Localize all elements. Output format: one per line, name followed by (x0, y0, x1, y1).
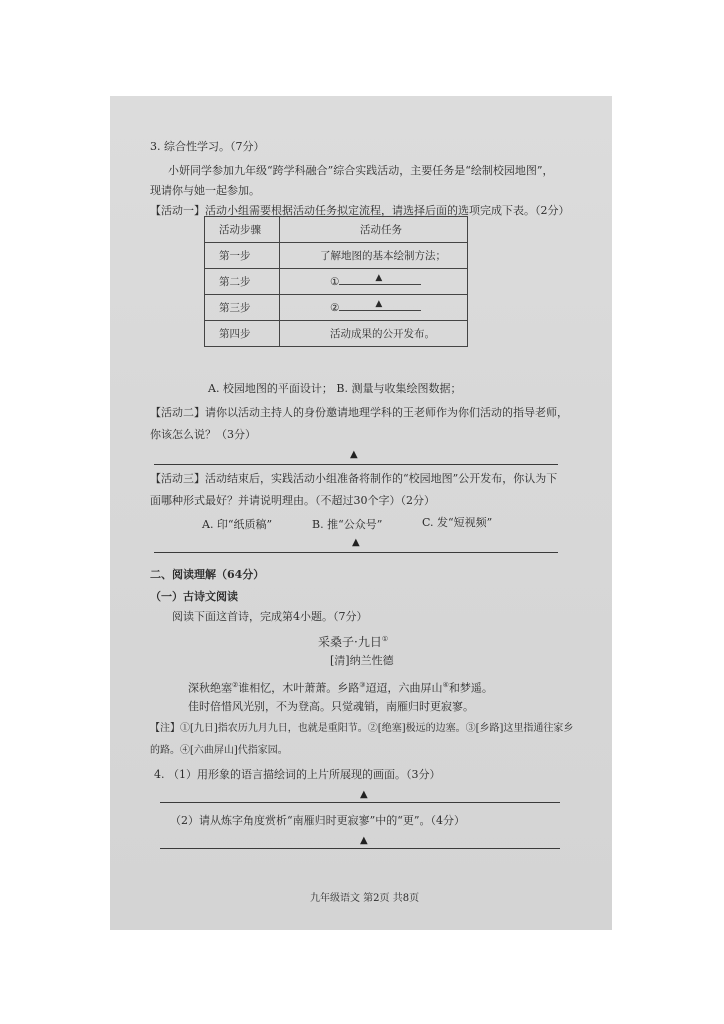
table-cell-task: 了解地图的基本绘制方法； (280, 243, 468, 269)
activity-1-instruction: 【活动一】活动小组需要根据活动任务拟定流程，请选择后面的选项完成下表。（2分） (150, 204, 570, 217)
answer-line-activity-2[interactable] (154, 464, 558, 465)
question-3-intro-line1: 小妍同学参加九年级“跨学科融合”综合实践活动，主要任务是“绘制校园地图”， (168, 164, 554, 177)
poem-title-text: 采桑子·九日 (318, 635, 382, 649)
table-cell-step: 第二步 (205, 269, 280, 295)
poem-line-1 (188, 678, 493, 696)
table-cell-step: 第四步 (205, 321, 280, 347)
table-row (205, 295, 468, 321)
table-cell-blank-2[interactable] (280, 295, 468, 321)
activity-3-option-a: A. 印“纸质稿” (202, 518, 273, 531)
poem-title-note: ① (381, 635, 389, 643)
poem-instruction: 阅读下面这首诗，完成第4小题。（7分） (172, 610, 368, 623)
poem-notes-line2: 的路。④[六曲屏山]代指家园。 (150, 745, 288, 756)
activity-3-line1: 【活动三】活动结束后，实践活动小组准备将制作的“校园地图”公开发布，你认为下 (150, 472, 558, 485)
answer-line-activity-3[interactable] (154, 552, 558, 553)
poem-line-1-part-c: 迢迢，六曲屏山 (365, 681, 443, 695)
page-footer: 九年级语文 第2页 共8页 (310, 893, 420, 904)
answer-line-q4-1[interactable] (160, 802, 560, 803)
answer-blank-2[interactable] (339, 301, 421, 311)
table-row (205, 243, 468, 269)
answer-mark: ▲ (350, 449, 358, 460)
poem-line-1-part-a: 深秋绝塞 (188, 681, 232, 695)
activity-2-line1: 【活动二】请你以活动主持人的身份邀请地理学科的王老师作为你们活动的指导老师， (150, 406, 568, 419)
table-cell-step: 第三步 (205, 295, 280, 321)
answer-mark: ▲ (360, 835, 368, 846)
answer-mark: ▲ (360, 789, 368, 800)
note-ref-3: ③ (359, 681, 366, 689)
table-row (205, 321, 468, 347)
poem-line-1-part-b: 谁相忆，木叶萧萧。乡路 (238, 681, 360, 695)
answer-line-q4-2[interactable] (160, 848, 560, 849)
poem-author: [清]纳兰性德 (330, 654, 394, 667)
note-ref-2: ② (232, 681, 239, 689)
table-cell-step: 第一步 (205, 243, 280, 269)
answer-blank-1[interactable] (339, 275, 421, 285)
table-cell-blank-1[interactable] (280, 269, 468, 295)
poem-notes-line1: 【注】①[九日]指农历九月九日，也就是重阳节。②[绝塞]极远的边塞。③[乡路]这里指通往家乡 (150, 723, 574, 734)
answer-mark: ▲ (352, 537, 360, 548)
table-header-task: 活动任务 (280, 217, 468, 243)
activity-3-line2: 面哪种形式最好？并请说明理由。（不超过30个字）（2分） (150, 494, 435, 507)
blank-number-2: ② (330, 302, 340, 314)
poem-line-1-part-d: 和梦遥。 (448, 681, 493, 695)
activity-steps-table (204, 216, 468, 347)
activity-3-option-c: C. 发“短视频” (422, 516, 493, 529)
section-2-sub1: （一）古诗文阅读 (150, 590, 238, 603)
question-4-part-2: （2）请从炼字角度赏析“南雁归时更寂寥”中的“更”。（4分） (170, 814, 465, 827)
poem-title (318, 632, 388, 649)
section-2-title: 二、阅读理解（64分） (150, 568, 265, 581)
table-header-row (205, 217, 468, 243)
table-row (205, 269, 468, 295)
activity-3-option-b: B. 推“公众号” (312, 518, 383, 531)
exam-page (110, 96, 612, 930)
table-header-step: 活动步骤 (205, 217, 280, 243)
question-3-heading: 3. 综合性学习。（7分） (150, 140, 265, 153)
question-4-part-1: 4. （1）用形象的语言描绘词的上片所展现的画面。（3分） (154, 768, 441, 781)
answer-mark: ▲ (375, 299, 383, 309)
table-cell-task: 活动成果的公开发布。 (280, 321, 468, 347)
activity-1-options: A. 校园地图的平面设计； B. 测量与收集绘图数据； (208, 382, 462, 395)
note-ref-4: ④ (442, 681, 449, 689)
activity-2-line2: 你该怎么说？（3分） (150, 428, 256, 441)
answer-mark: ▲ (375, 273, 383, 283)
blank-number-1: ① (330, 276, 340, 288)
poem-line-2: 佳时倍惜风光别，不为登高。只觉魂销，南雁归时更寂寥。 (188, 700, 474, 713)
question-3-intro-line2: 现请你与她一起参加。 (150, 184, 260, 197)
